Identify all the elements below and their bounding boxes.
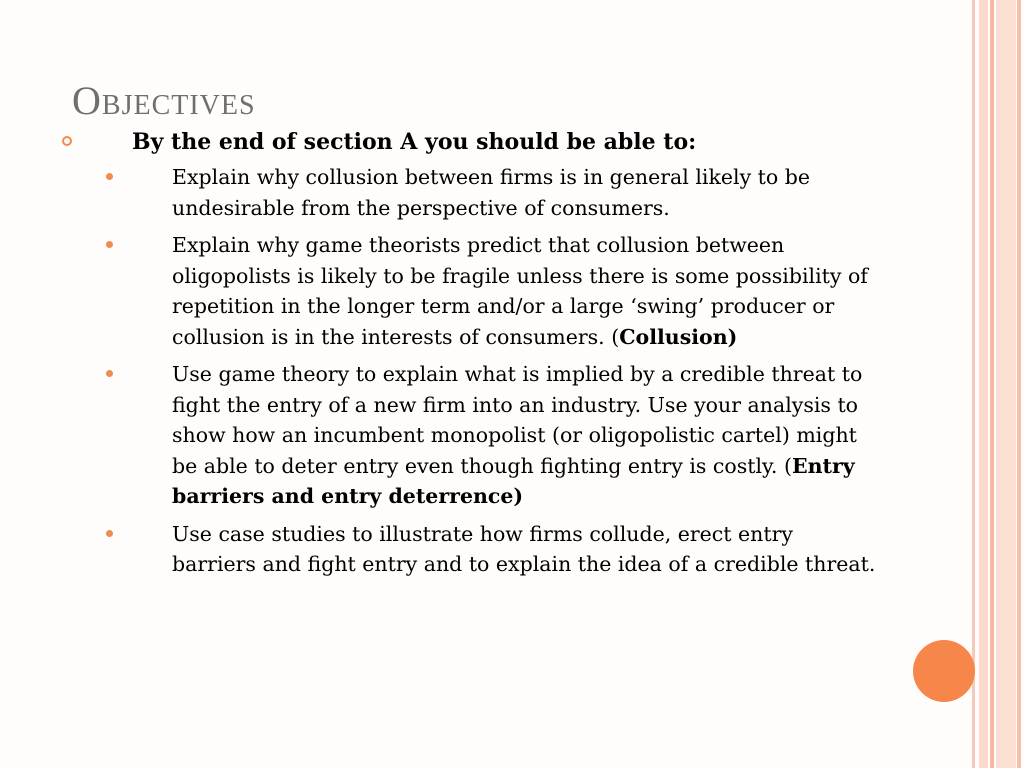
- decorative-stripe: [996, 0, 1016, 768]
- dot-bullet-icon: [106, 370, 113, 377]
- list-item-text: Use case studies to illustrate how firms collude, erect entry barriers and fight entry and to explain the idea of a credible threat.: [172, 521, 876, 576]
- dot-bullet-icon: [106, 173, 113, 180]
- list-item-emphasis: Collusion): [619, 324, 738, 349]
- decorative-circle: [913, 640, 975, 702]
- list-item-emphasis: Entry barriers and entry deterrence): [172, 453, 855, 508]
- slide-content: [0, 124, 900, 587]
- objectives-list: [0, 162, 900, 580]
- intro-item: [0, 124, 900, 160]
- decorative-stripe: [979, 0, 988, 768]
- intro-text: By the end of section A you should be able to:: [132, 129, 697, 155]
- ring-bullet-icon: [62, 136, 72, 146]
- decorative-stripe: [990, 0, 994, 768]
- dot-bullet-icon: [106, 530, 113, 537]
- list-item: [0, 162, 900, 223]
- list-item: [0, 230, 900, 352]
- list-item-text: Explain why collusion between firms is in general likely to be undesirable from the perspective of consumers.: [172, 165, 811, 220]
- list-item: [0, 359, 900, 512]
- list-item: [0, 519, 900, 580]
- slide-title: Objectives: [72, 78, 256, 123]
- list-item-text: Use game theory to explain what is implied by a credible threat to fight the entry of a new firm into an industry. Use your analysis to show how an incumbent monopolist (or oligopolistic cartel) might be able to deter entry even though fighting entry is costly. (: [172, 362, 863, 478]
- list-item-text: Explain why game theorists predict that collusion between oligopolists is likely to be fragile unless there is some possibility of repetition in the longer term and/or a large ‘swing’ producer or collusion is in the interests of consumers. (: [172, 233, 868, 349]
- decorative-stripe: [1017, 0, 1021, 768]
- decorative-stripe: [972, 0, 975, 768]
- dot-bullet-icon: [106, 241, 113, 248]
